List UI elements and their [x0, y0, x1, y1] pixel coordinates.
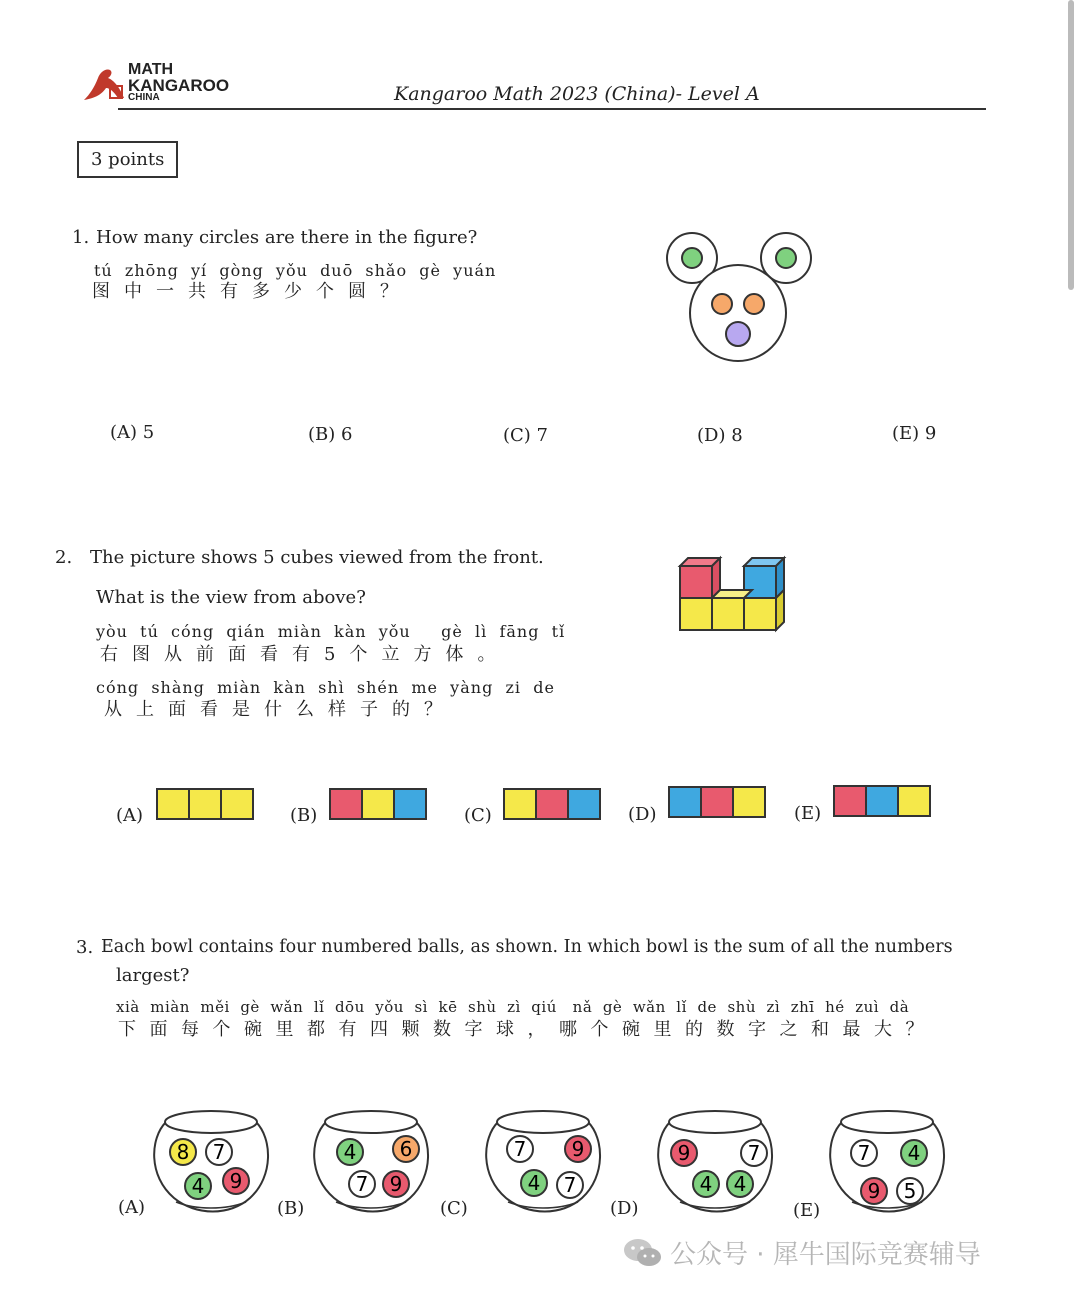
ear-inner-right [776, 248, 796, 268]
svg-text:4: 4 [907, 1141, 921, 1165]
strip-cell [899, 787, 929, 815]
bowl-d[interactable] [650, 1106, 780, 1214]
strip-cell [158, 790, 190, 818]
strip-cell [395, 790, 425, 818]
svg-text:9: 9 [229, 1169, 243, 1193]
q2-option-c-strip[interactable] [503, 788, 601, 820]
strip-cell [190, 790, 222, 818]
q2-option-c-label[interactable]: (C) [464, 805, 492, 826]
q2-text1: The picture shows 5 cubes viewed from the front. [90, 547, 544, 568]
bowl-b[interactable] [306, 1106, 436, 1214]
bowl-a[interactable] [146, 1106, 276, 1214]
ball [223, 1168, 249, 1194]
header-divider [118, 108, 986, 110]
q2-option-d-label[interactable]: (D) [628, 804, 657, 825]
svg-text:7: 7 [355, 1172, 369, 1196]
strip-cell [569, 790, 599, 818]
strip-cell [670, 788, 702, 816]
bowl-d-label[interactable]: (D) [610, 1198, 639, 1219]
scrollbar[interactable] [1068, 0, 1074, 290]
svg-text:7: 7 [513, 1137, 527, 1161]
page-title: Kangaroo Math 2023 (China)- Level A [394, 83, 760, 105]
ball [693, 1171, 719, 1197]
svg-text:8: 8 [176, 1140, 190, 1164]
points-badge: 3 points [77, 141, 178, 178]
logo-line3: CHINA [128, 92, 160, 103]
svg-text:5: 5 [903, 1179, 917, 1203]
q1-hanzi: 图中一共有多少个圆？ [92, 281, 412, 302]
svg-text:9: 9 [867, 1179, 881, 1203]
logo-line1: MATH [128, 61, 174, 78]
ball [901, 1140, 927, 1166]
q2-option-e-strip[interactable] [833, 785, 931, 817]
watermark [622, 1234, 981, 1271]
ball [393, 1136, 419, 1162]
ball [170, 1139, 196, 1165]
q2-pinyin2: cóng shàng miàn kàn shì shén me yàng zi de [96, 678, 555, 697]
ball [349, 1171, 375, 1197]
logo [80, 61, 230, 106]
q2-hanzi1: 右图从前面看有5个立方体。 [100, 644, 510, 665]
bowl-b-label[interactable]: (B) [277, 1198, 305, 1219]
strip-cell [537, 790, 569, 818]
strip-cell [331, 790, 363, 818]
q1-option-e[interactable]: (E) 9 [892, 423, 937, 444]
q2-number: 2. [55, 547, 73, 568]
q2-option-e-label[interactable]: (E) [794, 803, 822, 824]
ball [727, 1171, 753, 1197]
strip-cell [734, 788, 764, 816]
ball [861, 1178, 887, 1204]
svg-text:7: 7 [747, 1141, 761, 1165]
bowl-c-label[interactable]: (C) [440, 1198, 468, 1219]
q1-option-c[interactable]: (C) 7 [503, 425, 548, 446]
q3-number: 3. [76, 937, 94, 958]
strip-cell [222, 790, 252, 818]
ball [671, 1140, 697, 1166]
ball [185, 1173, 211, 1199]
svg-text:4: 4 [699, 1172, 713, 1196]
q3-pinyin: xià miàn měi gè wǎn lǐ dōu yǒu sì kē shù zì qiú nǎ gè wǎn lǐ de shù zì zhī hé zuì dà [116, 998, 910, 1016]
mouth-circle [726, 322, 750, 346]
q2-option-a-label[interactable]: (A) [116, 805, 144, 826]
ball [337, 1139, 363, 1165]
cubes-figure [676, 554, 792, 634]
bowl-e[interactable] [822, 1106, 952, 1214]
q2-option-a-strip[interactable] [156, 788, 254, 820]
q2-pinyin1: yòu tú cóng qián miàn kàn yǒu gè lì fāng tǐ [96, 622, 566, 641]
svg-text:9: 9 [677, 1141, 691, 1165]
strip-cell [505, 790, 537, 818]
q2-option-b-label[interactable]: (B) [290, 805, 318, 826]
q3-text2: largest? [116, 965, 190, 986]
svg-text:9: 9 [389, 1172, 403, 1196]
svg-text:4: 4 [733, 1172, 747, 1196]
strip-cell [702, 788, 734, 816]
watermark-text: 公众号 · 犀牛国际竞赛辅导 [670, 1240, 981, 1270]
ear-inner-left [682, 248, 702, 268]
svg-text:4: 4 [343, 1140, 357, 1164]
eye-left [712, 294, 732, 314]
q3-hanzi: 下面每个碗里都有四颗数字球，哪个碗里的数字之和最大？ [118, 1019, 937, 1040]
ball [206, 1139, 232, 1165]
q1-option-d[interactable]: (D) 8 [697, 425, 743, 446]
ball [521, 1170, 547, 1196]
q1-pinyin: tú zhōng yí gòng yǒu duō shǎo gè yuán [94, 261, 497, 280]
q2-hanzi2: 从上面看是什么样子的？ [104, 699, 456, 720]
ball [383, 1171, 409, 1197]
bowl-e-label[interactable]: (E) [793, 1200, 821, 1221]
strip-cell [867, 787, 899, 815]
ball [507, 1136, 533, 1162]
bowl-a-label[interactable]: (A) [118, 1197, 146, 1218]
svg-text:6: 6 [399, 1137, 413, 1161]
ball [741, 1140, 767, 1166]
logo-line2: KANGAROO [128, 76, 230, 95]
q1-number: 1. [72, 227, 90, 248]
ball [565, 1136, 591, 1162]
svg-text:4: 4 [191, 1174, 205, 1198]
svg-text:4: 4 [527, 1171, 541, 1195]
svg-text:9: 9 [571, 1137, 585, 1161]
eye-right [744, 294, 764, 314]
q1-option-a[interactable]: (A) 5 [110, 422, 155, 443]
strip-cell [363, 790, 395, 818]
q2-option-b-strip[interactable] [329, 788, 427, 820]
kangaroo-icon [80, 64, 128, 104]
q1-text: How many circles are there in the figure? [96, 227, 478, 248]
svg-text:7: 7 [212, 1140, 226, 1164]
ball [557, 1172, 583, 1198]
svg-text:7: 7 [563, 1173, 577, 1197]
bowl-c[interactable] [478, 1106, 608, 1214]
strip-cell [835, 787, 867, 815]
q3-text1: Each bowl contains four numbered balls, as shown. In which bowl is the sum of all the numbers [101, 937, 953, 957]
wechat-icon [622, 1237, 662, 1269]
ball [897, 1178, 923, 1204]
svg-text:7: 7 [857, 1141, 871, 1165]
ball [851, 1140, 877, 1166]
q2-text2: What is the view from above? [96, 587, 366, 608]
circles-figure [660, 228, 820, 368]
q1-option-b[interactable]: (B) 6 [308, 424, 353, 445]
q2-option-d-strip[interactable] [668, 786, 766, 818]
